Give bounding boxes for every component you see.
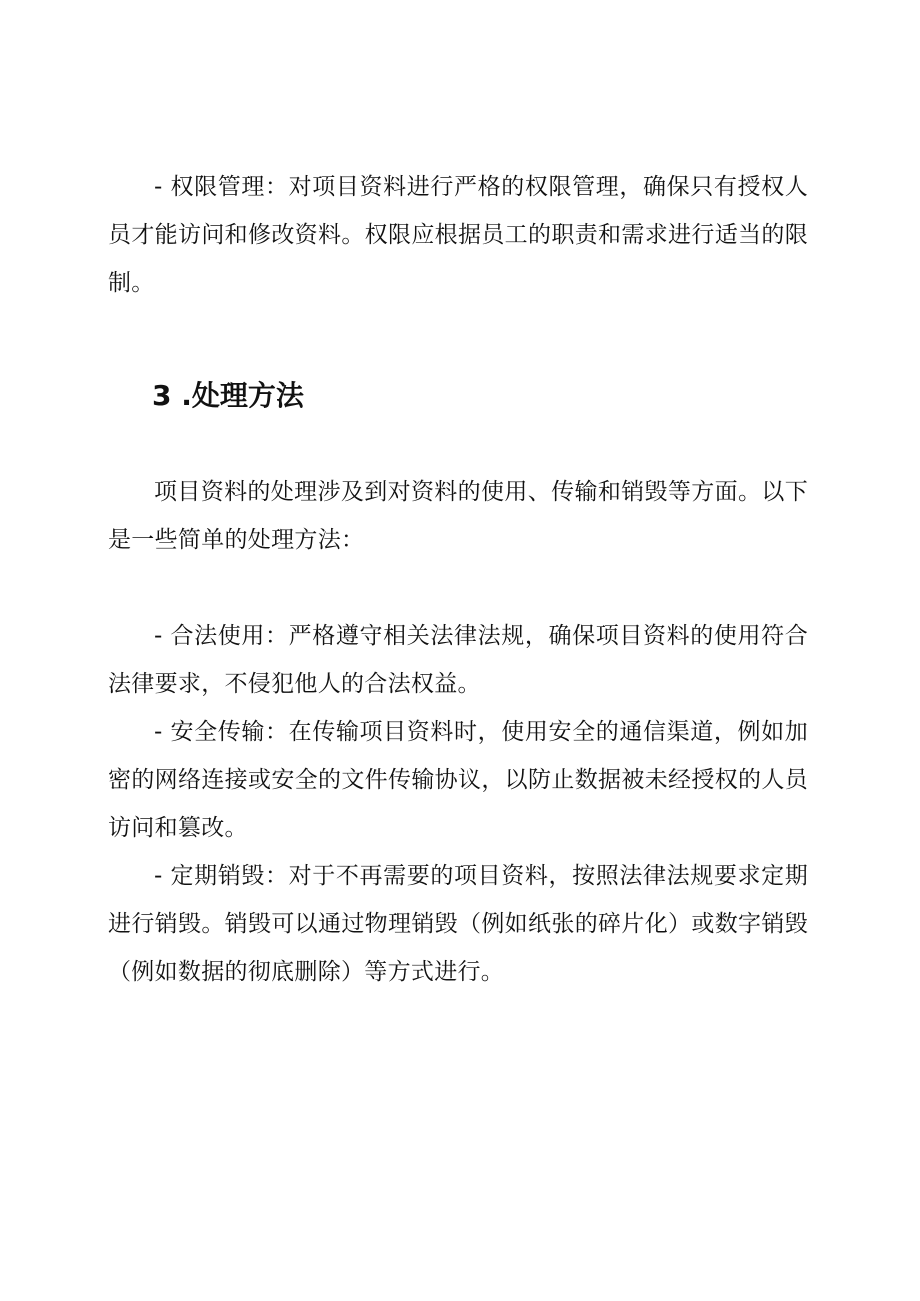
permission-management-paragraph: - 权限管理：对项目资料进行严格的权限管理，确保只有授权人员才能访问和修改资料。权限应根据员工的职责和需求进行适当的限制。 <box>108 174 808 296</box>
section-heading-processing-methods: 3 .处理方法 <box>152 379 304 412</box>
list-item-legal-use: - 合法使用：严格遵守相关法律法规，确保项目资料的使用符合法律要求，不侵犯他人的合法权益。 <box>108 623 808 697</box>
processing-intro-paragraph: 项目资料的处理涉及到对资料的使用、传输和销毁等方面。以下是一些简单的处理方法： <box>108 479 808 553</box>
list-item-regular-destruction: - 定期销毁：对于不再需要的项目资料，按照法律法规要求定期进行销毁。销毁可以通过物理销毁（例如纸张的碎片化）或数字销毁（例如数据的彻底删除）等方式进行。 <box>108 863 808 985</box>
list-item-secure-transfer: - 安全传输：在传输项目资料时，使用安全的通信渠道，例如加密的网络连接或安全的文件传输协议，以防止数据被未经授权的人员访问和篡改。 <box>108 719 808 841</box>
